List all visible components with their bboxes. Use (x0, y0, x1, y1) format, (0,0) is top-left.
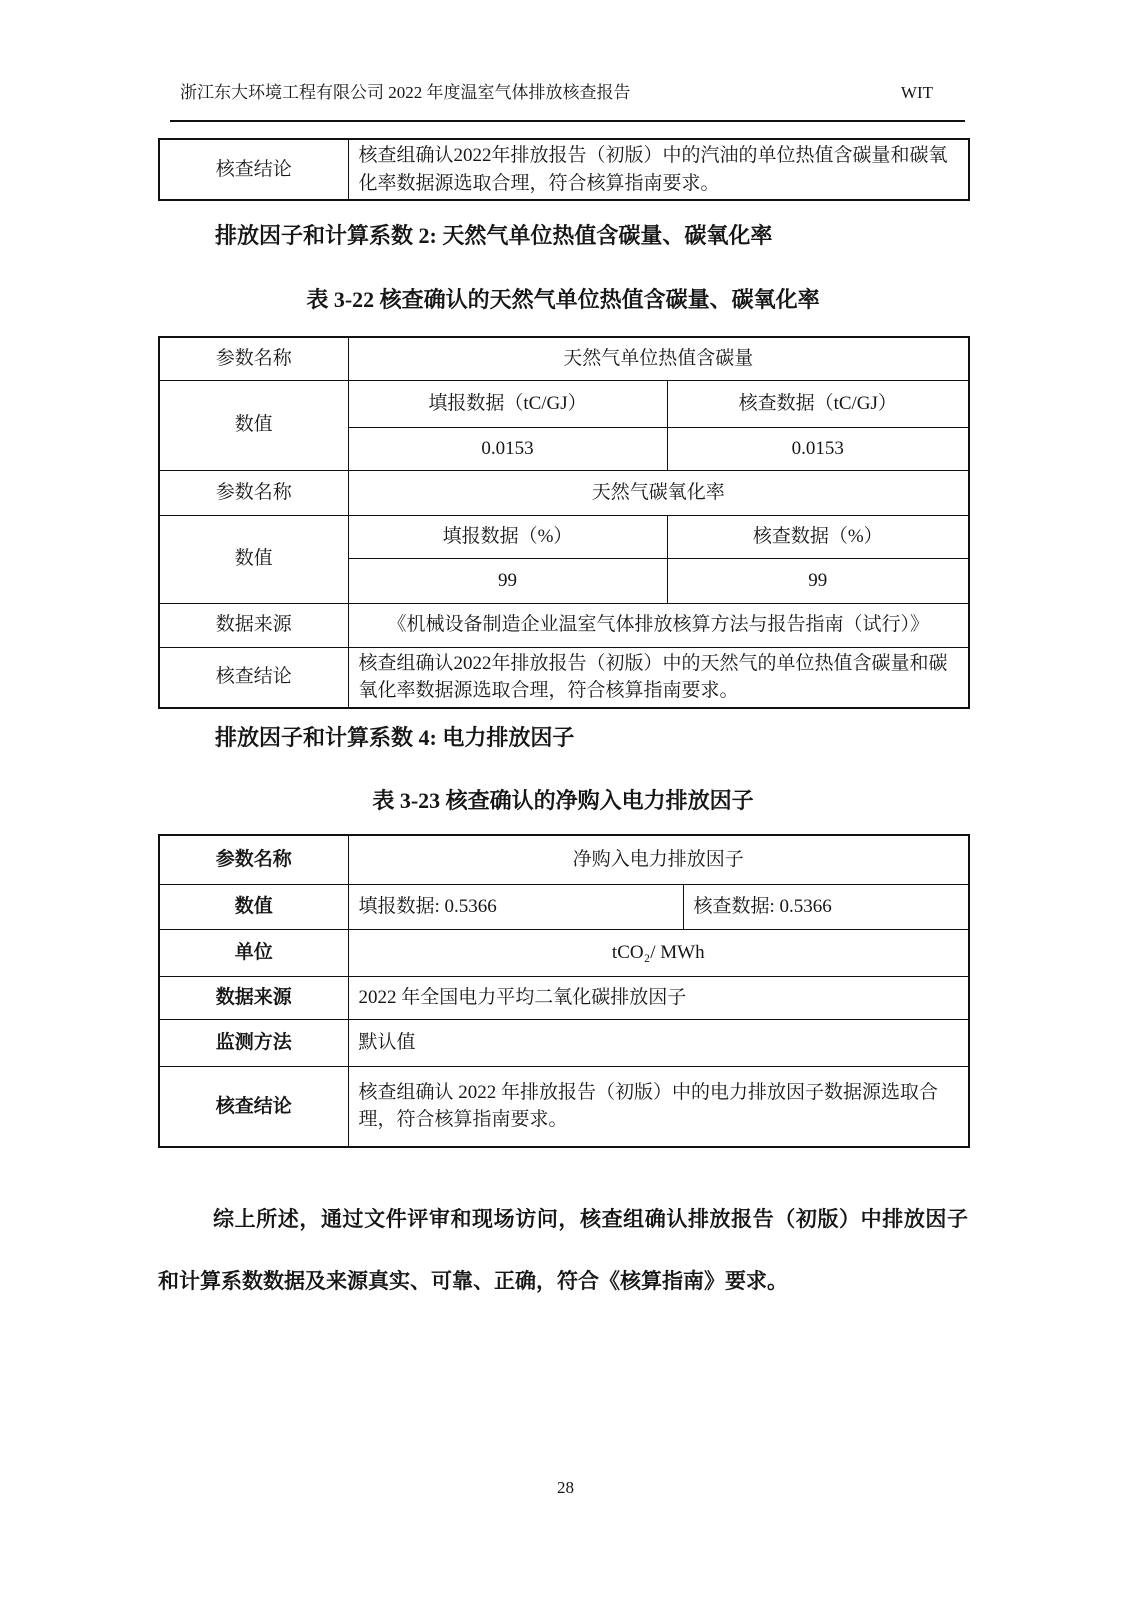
table-row (159, 835, 969, 885)
value-label-cell: 数值 (159, 515, 348, 603)
table-row (159, 930, 969, 977)
summary-paragraph: 综上所述，通过文件评审和现场访问，核查组确认排放报告（初版）中排放因子和计算系数数据及来源真实、可靠、正确，符合《核算指南》要求。 (158, 1206, 968, 1293)
conclusion-value-cell: 核查组确认2022年排放报告（初版）中的汽油的单位热值含碳量和碳氧化率数据源选取合理，符合核算指南要求。 (348, 139, 969, 200)
table-row (159, 603, 969, 647)
table-row (159, 515, 969, 558)
reported-value-cell: 99 (348, 558, 667, 603)
source-label-cell: 数据来源 (159, 977, 348, 1020)
table-3-23 (158, 834, 970, 1148)
carryover-conclusion-table (158, 138, 970, 201)
reported-header-cell: 填报数据（tC/GJ） (348, 380, 667, 427)
conclusion-value-cell: 核查组确认2022年排放报告（初版）中的天然气的单位热值含碳量和碳氧化率数据源选取合理，符合核算指南要求。 (348, 647, 969, 708)
param-name-cell: 天然气单位热值含碳量 (348, 337, 969, 380)
page-number: 28 (557, 1478, 574, 1497)
value-label-cell: 数值 (159, 885, 348, 930)
conclusion-label-cell: 核查结论 (159, 1067, 348, 1147)
verified-value-cell: 0.0153 (667, 427, 969, 470)
table-3-23-caption: 表 3-23 核查确认的净购入电力排放因子 (372, 787, 754, 813)
unit-label-cell: 单位 (159, 930, 348, 977)
table-3-22 (158, 336, 970, 709)
unit-value-cell: tCO₂/ MWh (348, 930, 969, 977)
conclusion-label-cell: 核查结论 (159, 139, 348, 200)
page-content (158, 138, 968, 1312)
table-row (159, 885, 969, 930)
verified-value-cell: 核查数据: 0.5366 (683, 885, 969, 930)
param-name-cell: 净购入电力排放因子 (348, 835, 969, 885)
section-heading-emission-factor-2: 排放因子和计算系数 2: 天然气单位热值含碳量、碳氧化率 (215, 223, 773, 249)
conclusion-label-cell: 核查结论 (159, 647, 348, 708)
section-heading-emission-factor-4: 排放因子和计算系数 4: 电力排放因子 (215, 724, 575, 750)
table-row (159, 977, 969, 1020)
table-row (159, 1020, 969, 1067)
page-header (0, 0, 1131, 104)
method-label-cell: 监测方法 (159, 1020, 348, 1067)
verified-header-cell: 核查数据（%） (667, 515, 969, 558)
param-label-cell: 参数名称 (159, 835, 348, 885)
param-label-cell: 参数名称 (159, 470, 348, 515)
param-label-cell: 参数名称 (159, 337, 348, 380)
header-brand: WIT (900, 83, 933, 102)
table-row (159, 380, 969, 427)
reported-value-cell: 0.0153 (348, 427, 667, 470)
reported-value-cell: 填报数据: 0.5366 (348, 885, 683, 930)
header-title: 浙江东大环境工程有限公司 2022 年度温室气体排放核查报告 (180, 83, 631, 102)
source-label-cell: 数据来源 (159, 603, 348, 647)
verified-header-cell: 核查数据（tC/GJ） (667, 380, 969, 427)
table-row (159, 647, 969, 708)
header-rule (170, 120, 965, 122)
verified-value-cell: 99 (667, 558, 969, 603)
source-value-cell: 2022 年全国电力平均二氧化碳排放因子 (348, 977, 969, 1020)
conclusion-value-cell: 核查组确认 2022 年排放报告（初版）中的电力排放因子数据源选取合理，符合核算指南要求。 (348, 1067, 969, 1147)
table-row (159, 470, 969, 515)
reported-header-cell: 填报数据（%） (348, 515, 667, 558)
table-row (159, 139, 969, 200)
table-3-22-caption: 表 3-22 核查确认的天然气单位热值含碳量、碳氧化率 (306, 287, 820, 313)
table-row (159, 1067, 969, 1147)
method-value-cell: 默认值 (348, 1020, 969, 1067)
table-row (159, 337, 969, 380)
value-label-cell: 数值 (159, 380, 348, 470)
param-name-cell: 天然气碳氧化率 (348, 470, 969, 515)
source-value-cell: 《机械设备制造企业温室气体排放核算方法与报告指南（试行）》 (348, 603, 969, 647)
